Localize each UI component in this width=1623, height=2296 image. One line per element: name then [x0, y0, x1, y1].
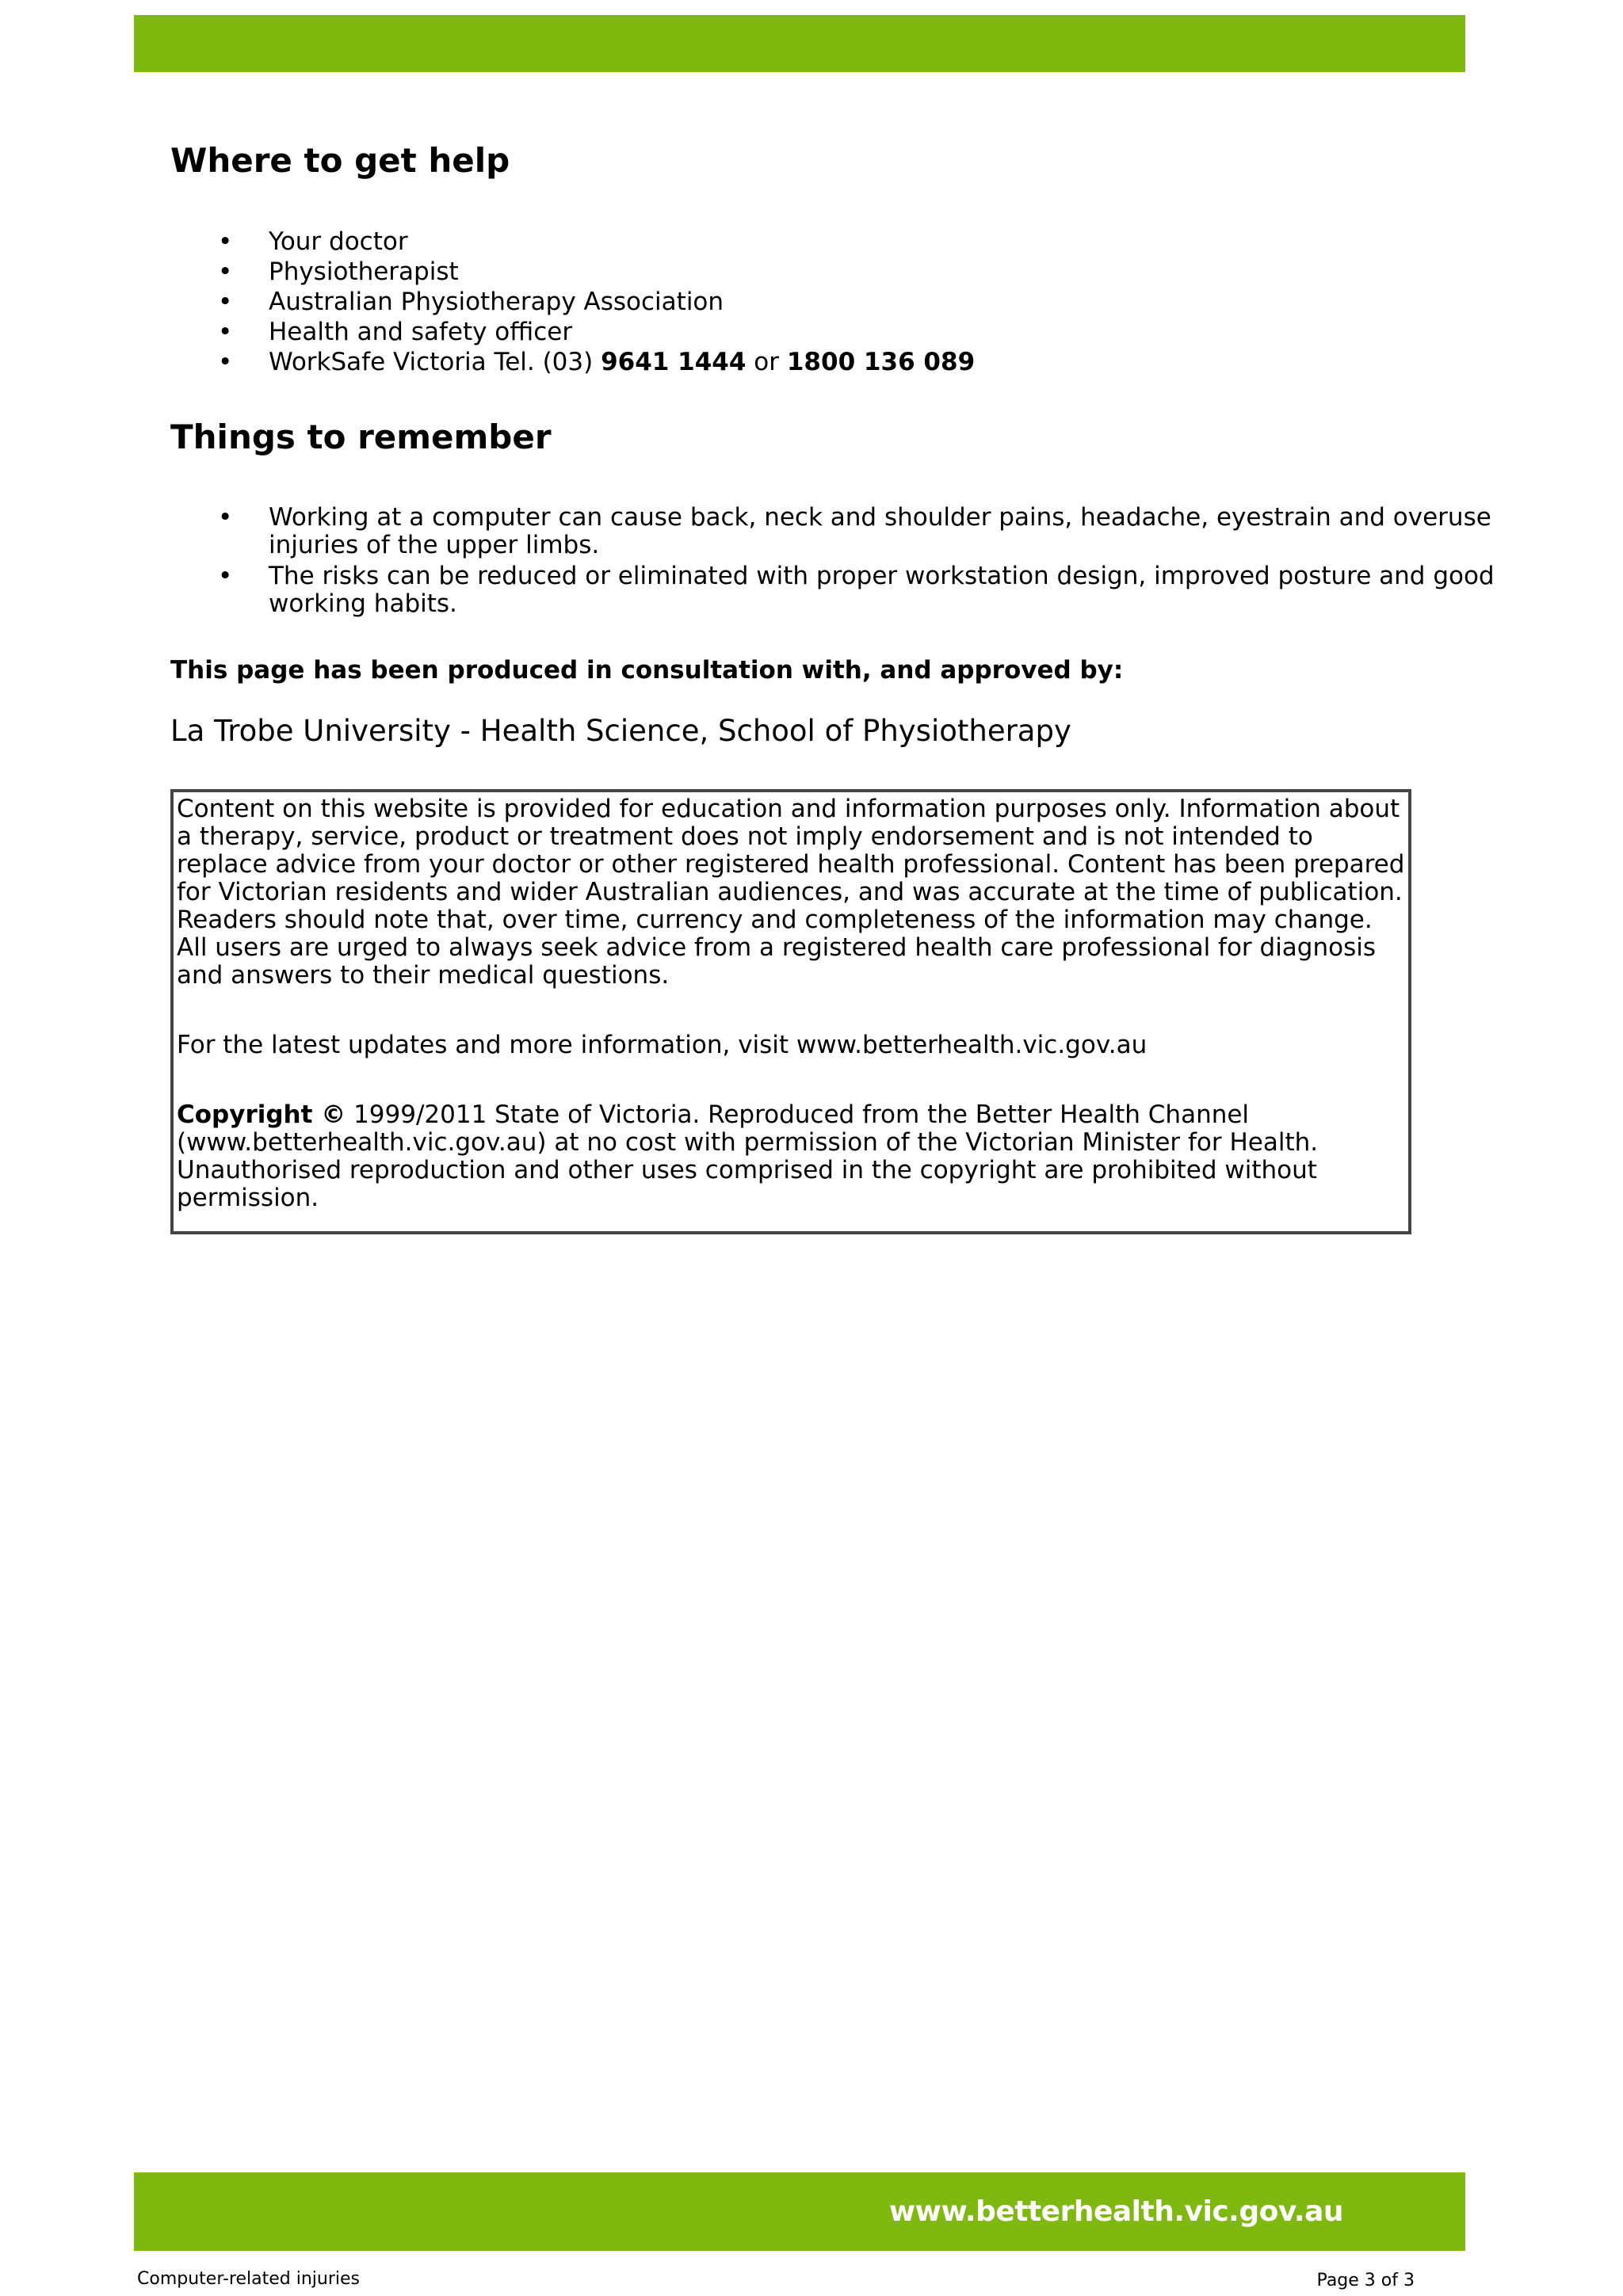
header-bar: [134, 15, 1465, 72]
updates-text: For the latest updates and more information, visit www.betterhealth.vic.gov.au: [177, 1031, 1148, 1059]
help-heading: Where to get help: [170, 141, 510, 180]
list-item: • Working at a computer can cause back, neck and shoulder pains, headache, eyestrain and overuse injuries of the upper limbs.: [218, 503, 1491, 559]
approval-label: This page has been produced in consultation with, and approved by:: [170, 656, 1124, 685]
bullet-icon: •: [218, 318, 233, 346]
copyright-label: Copyright ©: [177, 1100, 346, 1129]
bullet-icon: •: [218, 257, 233, 286]
page-number: Page 3 of 3: [1316, 2271, 1415, 2290]
list-item-worksafe: • WorkSafe Victoria Tel. (03) 9641 1444 or 1800 136 089: [218, 348, 976, 376]
approver-name: La Trobe University - Health Science, School of Physiotherapy: [170, 714, 1071, 748]
bullet-icon: •: [218, 348, 233, 376]
worksafe-phone-2: 1800 136 089: [786, 348, 976, 376]
list-item: • Your doctor: [218, 227, 408, 256]
remember-list: [170, 504, 1533, 618]
list-item: • Health and safety officer: [218, 318, 573, 346]
bullet-icon: •: [218, 503, 233, 532]
copyright-text: Copyright © 1999/2011 State of Victoria. Reproduced from the Better Health Channel (www.betterhealth.vic.gov.au) at no cost with permission of the Victorian Minister for Health. Unauthorised reproduction and other uses comprised in the copyright are prohibited without permission.: [177, 1100, 1319, 1212]
disclaimer-box: [170, 789, 1411, 1234]
document-title: Computer-related injuries: [137, 2269, 360, 2289]
footer-bar: [134, 2172, 1465, 2251]
site-logo: www.betterhealth.vic.gov.au: [888, 2195, 1343, 2228]
list-item: • Physiotherapist: [218, 257, 459, 286]
help-list: [170, 227, 1483, 377]
bullet-icon: •: [218, 227, 233, 256]
disclaimer-text: Content on this website is provided for education and information purposes only. Information about a therapy, service, product or treatment does not imply endorsement and is not intended to replace advice from your doctor or other registered health professional. Content has been prepared for Victorian residents and wider Australian audiences, and was accurate at the time of publication. Readers should note that, over time, currency and completeness of the information may change. All users are urged to always seek advice from a registered health care professional for diagnosis and answers to their medical questions.: [177, 795, 1405, 990]
bullet-icon: •: [218, 562, 233, 590]
remember-heading: Things to remember: [170, 418, 552, 456]
bullet-icon: •: [218, 288, 233, 316]
worksafe-phone-1: 9641 1444: [601, 348, 747, 376]
list-item: • The risks can be reduced or eliminated with proper workstation design, improved posture and good working habits.: [218, 562, 1495, 618]
list-item: • Australian Physiotherapy Association: [218, 288, 724, 316]
